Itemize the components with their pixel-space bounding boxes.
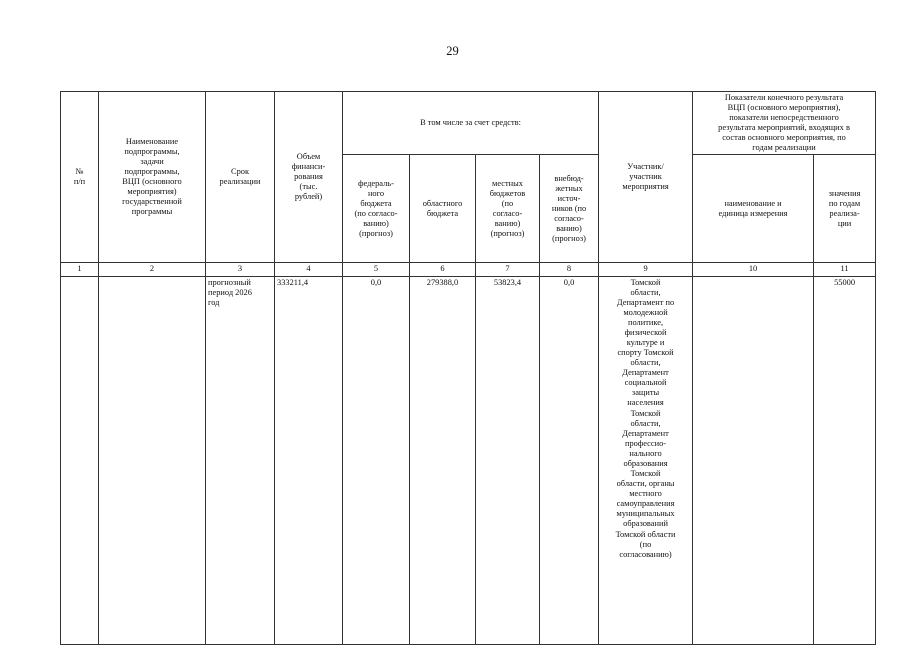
header-indicator-name: наименование и единица измерения: [693, 155, 814, 263]
header-extrabudgetary: внебюд- жетных источ- ников (по согласо- ванию) (прогноз): [540, 155, 599, 263]
column-number: 6: [410, 263, 476, 276]
column-number: 2: [99, 263, 206, 276]
header-sources-group: В том числе за счет средств:: [343, 92, 599, 155]
header-regional-budget: областного бюджета: [410, 155, 476, 263]
table-row: [61, 276, 876, 644]
column-number: 11: [814, 263, 876, 276]
header-number: № п/п: [61, 92, 99, 263]
cell-regional-budget: 279388,0: [410, 276, 476, 644]
header-federal-budget: федераль- ного бюджета (по согласо- ванию) (прогноз): [343, 155, 410, 263]
cell-extrabudgetary: 0,0: [540, 276, 599, 644]
header-local-budgets: местных бюджетов (по согласо- ванию) (прогноз): [476, 155, 540, 263]
cell-period: прогнозный период 2026 год: [206, 276, 275, 644]
cell-participant: Томской области, Департамент по молодежной политике, физической культуре и спорту Томской области, Департамент социальной защиты населения Томской области, Департамент профессио- нального образования Томской области, органы местного самоуправления муниципальных образований Томской области (по согласованию): [599, 276, 693, 644]
cell-number: [61, 276, 99, 644]
cell-federal-budget: 0,0: [343, 276, 410, 644]
column-number: 9: [599, 263, 693, 276]
header-financing: Объем финанси- рования (тыс. рублей): [275, 92, 343, 263]
column-number: 10: [693, 263, 814, 276]
header-row-1: [61, 92, 876, 155]
column-number: 3: [206, 263, 275, 276]
column-number: 4: [275, 263, 343, 276]
header-participant: Участник/ участник мероприятия: [599, 92, 693, 263]
header-name: Наименование подпрограммы, задачи подпрограммы, ВЦП (основного мероприятия) государственной программы: [99, 92, 206, 263]
column-number: 5: [343, 263, 410, 276]
cell-financing: 333211,4: [275, 276, 343, 644]
column-number-row: [61, 263, 876, 276]
cell-indicator-value: 55000: [814, 276, 876, 644]
cell-indicator-name: [693, 276, 814, 644]
page-number: 29: [446, 44, 459, 58]
cell-local-budgets: 53823,4: [476, 276, 540, 644]
header-indicator-values: значения по годам реализа- ции: [814, 155, 876, 263]
program-table: [60, 91, 876, 645]
column-number: 8: [540, 263, 599, 276]
cell-name: [99, 276, 206, 644]
column-number: 7: [476, 263, 540, 276]
column-number: 1: [61, 263, 99, 276]
header-period: Срок реализации: [206, 92, 275, 263]
header-indicators-group: Показатели конечного результата ВЦП (основного мероприятия), показатели непосредственного результата мероприятий, входящих в состав основного мероприятия, по годам реализации: [693, 92, 876, 155]
